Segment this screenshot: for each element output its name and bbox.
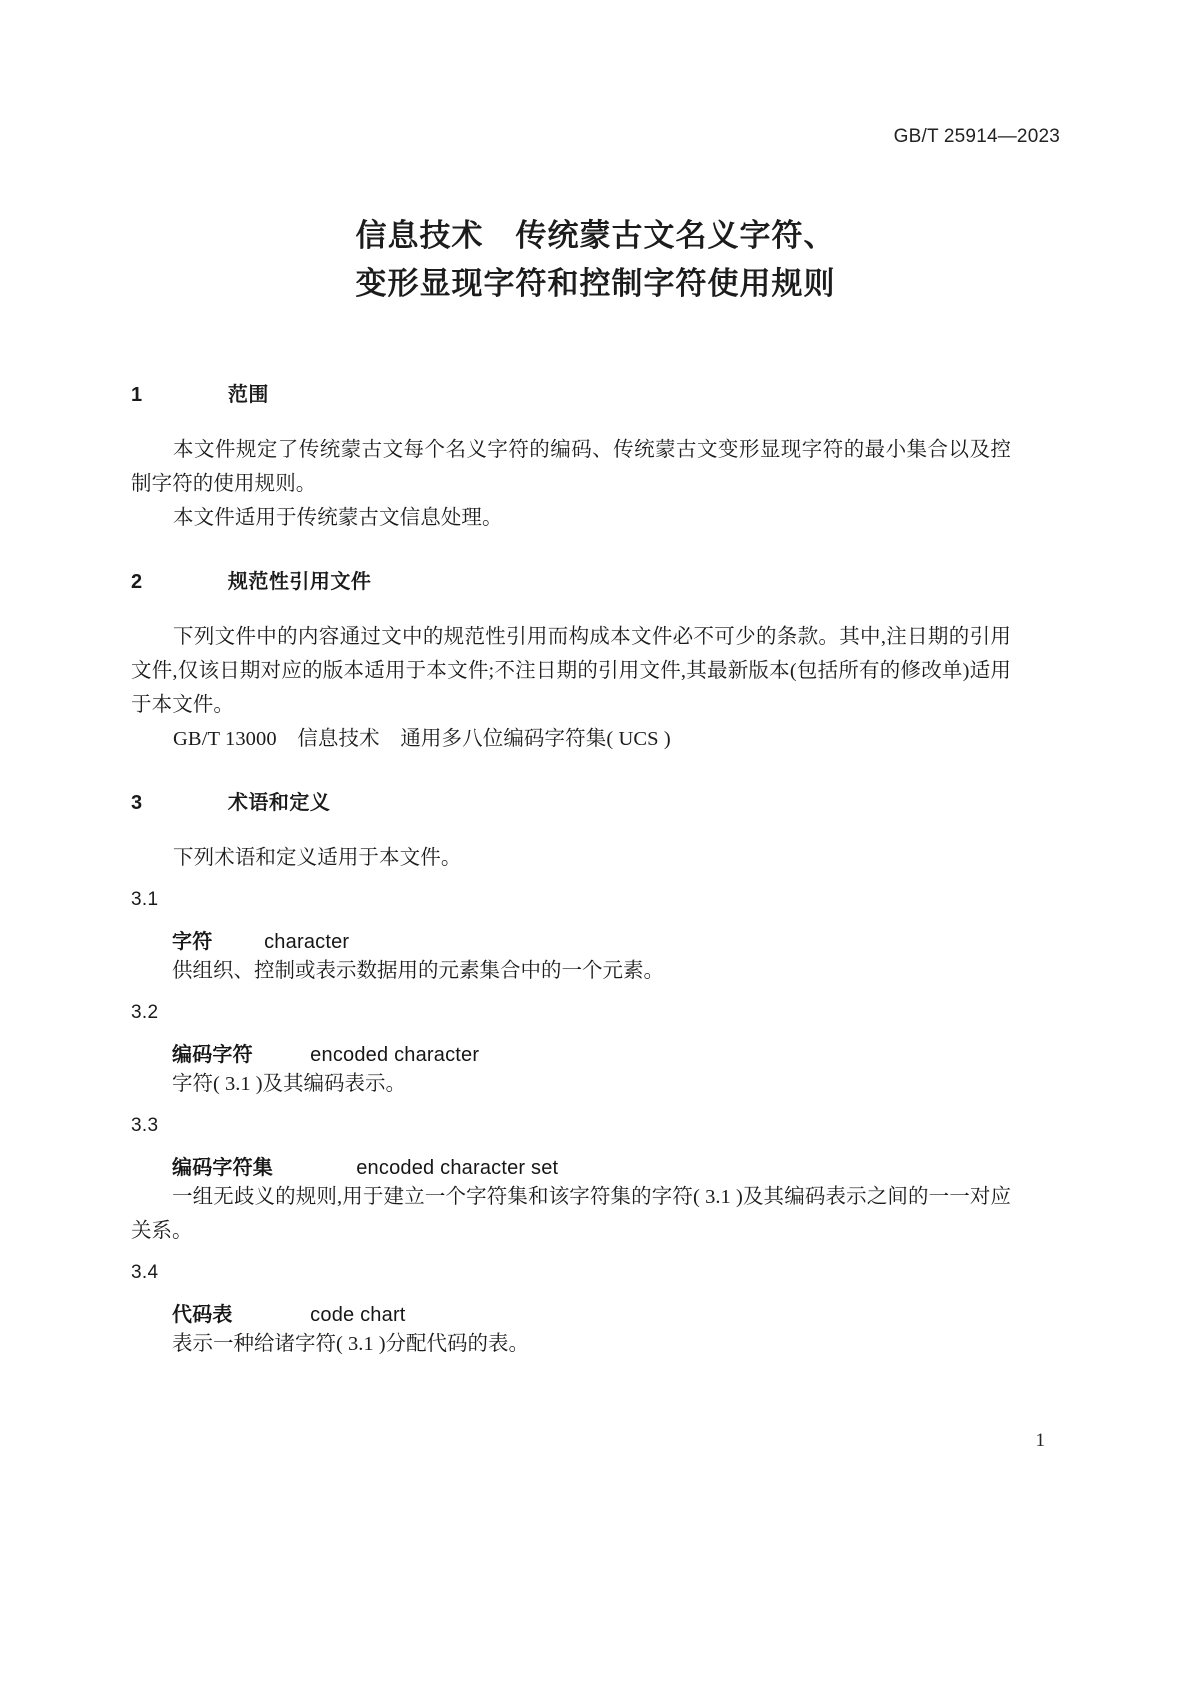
term-definition-3-2: 字符( 3.1 )及其编码表示。 xyxy=(172,1073,407,1095)
term-name-en-3-3: encoded character set xyxy=(356,1157,559,1179)
term-name-zh-3-1: 字符 xyxy=(172,931,213,953)
term-name-zh-3-4: 代码表 xyxy=(172,1304,233,1326)
standard-designation: GB/T 25914—2023 xyxy=(893,126,1060,147)
term-definition-3-3: 一组无歧义的规则,用于建立一个字符集和该字符集的字符( 3.1 )及其编码表示之间的一一对应关系。 xyxy=(131,1186,1011,1242)
term-name-3-2 xyxy=(172,1038,1011,1067)
term-number-3-4: 3.4 xyxy=(131,1262,159,1283)
term-number-3-2: 3.2 xyxy=(131,1002,159,1023)
term-definition-3-4: 表示一种给诸字符( 3.1 )分配代码的表。 xyxy=(172,1333,530,1355)
term-name-zh-3-3: 编码字符集 xyxy=(172,1157,273,1179)
term-name-en-3-1: character xyxy=(264,931,350,953)
clause-2-paragraph-1: 下列文件中的内容通过文中的规范性引用而构成本文件必不可少的条款。其中,注日期的引用文件,仅该日期对应的版本适用于本文件;不注日期的引用文件,其最新版本(包括所有的修改单)适用于本文件。 xyxy=(131,626,1011,716)
term-name-3-3 xyxy=(172,1151,1011,1180)
title-line-2: 变形显现字符和控制字符使用规则 xyxy=(355,266,836,301)
term-definition-3-1: 供组织、控制或表示数据用的元素集合中的一个元素。 xyxy=(172,960,664,982)
clause-3-paragraph-1: 下列术语和定义适用于本文件。 xyxy=(173,847,462,869)
clause-number-2: 2 xyxy=(131,571,143,593)
clause-1-paragraph-1: 本文件规定了传统蒙古文每个名义字符的编码、传统蒙古文变形显现字符的最小集合以及控制字符的使用规则。 xyxy=(131,439,1011,495)
clause-heading-2 xyxy=(131,565,1011,594)
clause-number-1: 1 xyxy=(131,384,143,406)
document-body xyxy=(131,378,1011,1361)
term-name-zh-3-2: 编码字符 xyxy=(172,1044,253,1066)
normative-reference-gbt13000: GB/T 13000 信息技术 通用多八位编码字符集( UCS ) xyxy=(173,728,671,750)
clause-heading-3 xyxy=(131,786,1011,815)
term-number-3-1: 3.1 xyxy=(131,889,159,910)
term-entry-3-3 xyxy=(131,1151,1011,1248)
term-entry-3-1 xyxy=(172,925,1011,988)
term-name-3-1 xyxy=(172,925,1011,954)
running-header xyxy=(0,126,1060,148)
term-name-3-4 xyxy=(172,1298,1011,1327)
term-number-3-3: 3.3 xyxy=(131,1115,159,1136)
page-number: 1 xyxy=(1035,1430,1045,1451)
term-entry-3-4 xyxy=(172,1298,1011,1361)
term-name-en-3-2: encoded character xyxy=(310,1044,480,1066)
page-title xyxy=(0,212,1191,308)
term-entry-3-2 xyxy=(172,1038,1011,1101)
title-line-1: 信息技术 传统蒙古文名义字符、 xyxy=(355,218,836,253)
clause-title-1: 范围 xyxy=(227,384,269,406)
term-name-en-3-4: code chart xyxy=(310,1304,406,1326)
clause-1-paragraph-2: 本文件适用于传统蒙古文信息处理。 xyxy=(173,507,503,529)
clause-heading-1 xyxy=(131,378,1011,407)
clause-title-2: 规范性引用文件 xyxy=(227,571,372,593)
clause-title-3: 术语和定义 xyxy=(227,792,331,814)
clause-number-3: 3 xyxy=(131,792,143,814)
